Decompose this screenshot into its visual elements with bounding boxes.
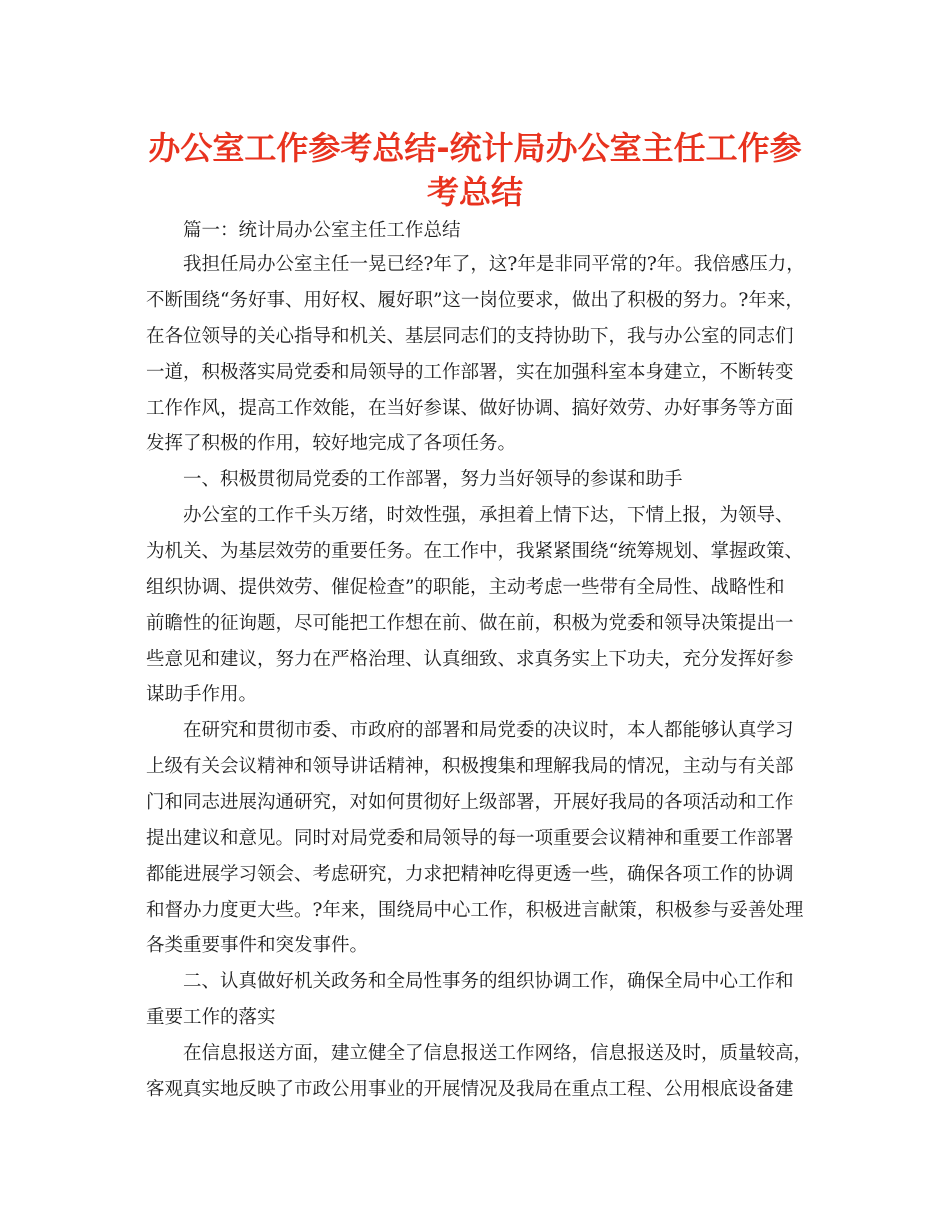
- paragraph-line: 些意见和建议，努力在严格治理、认真细致、求真务实上下功夫，充分发挥好参: [146, 649, 794, 670]
- paragraph-line: 上级有关会议精神和领导讲话精神，积极搜集和理解我局的情况，主动与有关部: [146, 756, 794, 777]
- paragraph-line: 在研究和贯彻市委、市政府的部署和局党委的决议时，本人都能够认真学习: [183, 720, 794, 741]
- paragraph-line: 一道，积极落实局党委和局领导的工作部署，实在加强科室本身建立，不断转变: [146, 362, 794, 383]
- paragraph-line: 发挥了积极的作用，较好地完成了各项任务。: [146, 433, 517, 454]
- paragraph-line: 谋助手作用。: [146, 684, 258, 705]
- section-heading: 一、积极贯彻局党委的工作部署，努力当好领导的参谋和助手: [183, 469, 683, 490]
- document-title-line-1: 办公室工作参考总结-统计局办公室主任工作参: [148, 129, 802, 167]
- paragraph-line: 都能进展学习领会、考虑研究，力求把精神吃得更透一些，确保各项工作的协调: [146, 864, 794, 885]
- paragraph-line: 前瞻性的征询题，尽可能把工作想在前、做在前，积极为党委和领导决策提出一: [146, 613, 794, 634]
- paragraph-line: 在信息报送方面，建立健全了信息报送工作网络，信息报送及时，质量较高，: [183, 1043, 813, 1064]
- paragraph-line: 工作作风，提高工作效能，在当好参谋、做好协调、搞好效劳、办好事务等方面: [146, 398, 794, 419]
- paragraph-line: 不断围绕“务好事、用好权、履好职”这一岗位要求，做出了积极的努力。?年来，: [146, 290, 804, 311]
- paragraph-line: 办公室的工作千头万绪，时效性强，承担着上情下达，下情上报，为领导、: [183, 505, 794, 526]
- paragraph-line: 我担任局办公室主任一晃已经?年了，这?年是非同平常的?年。我倍感压力，: [183, 254, 805, 275]
- section-heading: 篇一：统计局办公室主任工作总结: [183, 220, 461, 241]
- document-title-line-2: 考总结: [426, 173, 523, 211]
- paragraph-line: 组织协调、提供效劳、催促检查”的职能，主动考虑一些带有全局性、战略性和: [146, 577, 785, 598]
- paragraph-line: 各类重要事件和突发事件。: [146, 935, 369, 956]
- section-heading-continued: 重要工作的落实: [146, 1007, 276, 1028]
- paragraph-line: 客观真实地反映了市政公用事业的开展情况及我局在重点工程、公用根底设备建: [146, 1079, 794, 1100]
- paragraph-line: 门和同志进展沟通研究，对如何贯彻好上级部署，开展好我局的各项活动和工作: [146, 792, 794, 813]
- section-heading: 二、认真做好机关政务和全局性事务的组织协调工作，确保全局中心工作和: [183, 971, 794, 992]
- paragraph-line: 和督办力度更大些。?年来，围绕局中心工作，积极进言献策，积极参与妥善处理: [146, 900, 804, 921]
- paragraph-line: 在各位领导的关心指导和机关、基层同志们的支持协助下，我与办公室的同志们: [146, 326, 794, 347]
- paragraph-line: 提出建议和意见。同时对局党委和局领导的每一项重要会议精神和重要工作部署: [146, 828, 794, 849]
- paragraph-line: 为机关、为基层效劳的重要任务。在工作中，我紧紧围绕“统筹规划、掌握政策、: [146, 541, 803, 562]
